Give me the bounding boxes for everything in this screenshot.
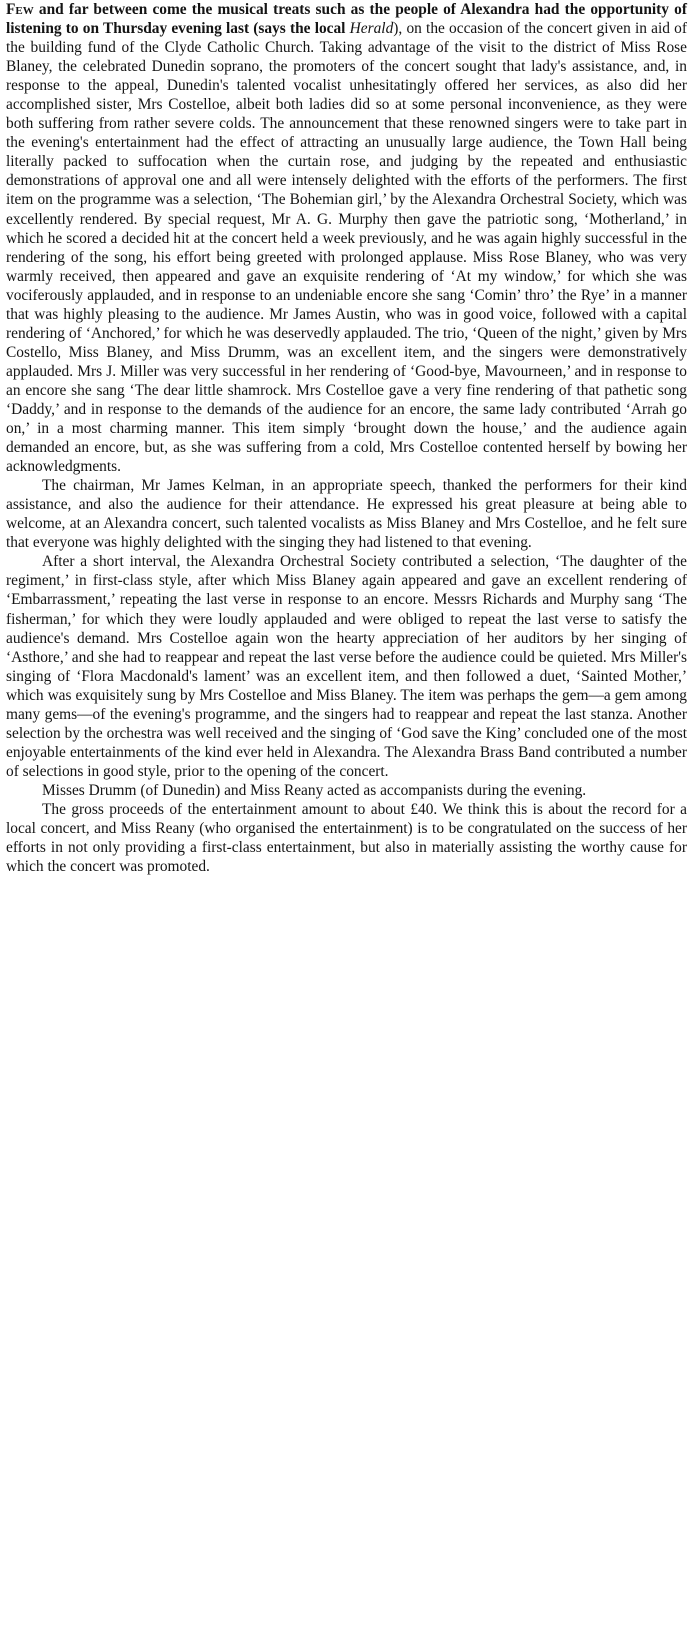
article-paragraph-2: The chairman, Mr James Kelman, in an appropriate speech, thanked the performers for their kind assistance, and also the audience for their attendance. He expressed his great pleasure at being able to welcome, at an Alexandra concert, such talented vocalists as Miss Blaney and Mrs Costelloe, and he felt sure that everyone was highly delighted with the singing they had listened to that evening. (6, 477, 687, 552)
article-paragraph-3: After a short interval, the Alexandra Orchestral Society contributed a selection, ‘The daughter of the regiment,’ in first-class style, after which Miss Blaney again appeared and gave an excellent rendering of ‘Embarrassment,’ repeating the last verse in response to an encore. Messrs Richards and Murphy sang ‘The fisherman,’ for which they were loudly applauded and were obliged to repeat the last verse to satisfy the audience's demand. Mrs Costelloe again won the hearty appreciation of her auditors by her singing of ‘Asthore,’ and she had to reappear and repeat the last verse before the audience could be quieted. Mrs Miller's singing of ‘Flora Macdonald's lament’ was an excellent item, and then followed a duet, ‘Sainted Mother,’ which was exquisitely sung by Mrs Costelloe and Miss Blaney. The item was perhaps the gem—a gem among many gems—of the evening's programme, and the singers had to reappear and repeat the last stanza. Another selection by the orchestra was well received and the singing of ‘God save the King’ concluded one of the most enjoyable entertainments of the kind ever held in Alexandra. The Alexandra Brass Band contributed a number of selections in good style, prior to the opening of the concert. (6, 553, 687, 780)
article-paragraph-5: The gross proceeds of the entertainment amount to about £40. We think this is about the record for a local concert, and Miss Reany (who organised the entertainment) is to be congratulated on the success of her efforts in not only providing a first-class entertainment, but also in materially assisting the worthy cause for which the concert was promoted. (6, 800, 687, 876)
article-column (6, 0, 687, 876)
article-paragraph-4: Misses Drumm (of Dunedin) and Miss Reany acted as accompanists during the evening. (42, 781, 587, 799)
article-paragraph-1 (6, 0, 687, 476)
newspaper-name: Herald (349, 20, 394, 38)
paragraph-text: ), on the occasion of the concert given in aid of the building fund of the Clyde Catholic Church. Taking advantage of the visit to the district of Miss Rose Blaney, the celebrated Dunedin soprano, the promoters of the concert sought that lady's assistance, and, in response to the appeal, Dunedin's talented vocalist unhesitatingly offered her services, as also did her accomplished sister, Mrs Costelloe, albeit both ladies did so at some personal inconvenience, as they were both suffering from rather severe colds. The announcement that these renowned singers were to take part in the evening's entertainment had the effect of attracting an unusually large audience, the Town Hall being literally packed to suffocation when the curtain rose, and judging by the repeated and enthusiastic demonstrations of approval one and all were intensely delighted with the efforts of the performers. The first item on the programme was a selection, ‘The Bohemian girl,’ by the Alexandra Orchestral Society, which was excellently rendered. By special request, Mr A. G. Murphy then gave the patriotic song, ‘Motherland,’ in which he scored a decided hit at the concert held a week previously, and he was again highly successful in the rendering of the song, his effort being greeted with prolonged applause. Miss Rose Blaney, who was very warmly received, then appeared and gave an exquisite rendering of ‘At my window,’ for which she was vociferously applauded, and in response to an undeniable encore she sang ‘Comin’ thro’ the Rye’ in a manner that was highly pleasing to the audience. Mr James Austin, who was in good voice, followed with a capital rendering of ‘Anchored,’ for which he was deservedly applauded. The trio, ‘Queen of the night,’ given by Mrs Costello, Miss Blaney, and Miss Drumm, was an excellent item, and the singers were demonstratively applauded. Mrs J. Miller was very successful in her rendering of ‘Good-bye, Mavourneen,’ and in response to an encore she sang ‘The dear little shamrock. Mrs Costelloe gave a very fine rendering of that pathetic song ‘Daddy,’ and in response to the demands of the audience for an encore, the same lady contributed ‘Arrah go on,’ in a most charming manner. This item simply ‘brought down the house,’ and the audience again demanded an encore, but, as she was suffering from a cold, Mrs Costelloe contented herself by bowing her acknowledgments. (6, 20, 687, 476)
opening-lead-text: and far between come the musical treats such as the people of Alexandra had the opportunity of listening to on Thursday evening last (says the local (6, 1, 687, 38)
opening-word: Few (6, 1, 34, 18)
